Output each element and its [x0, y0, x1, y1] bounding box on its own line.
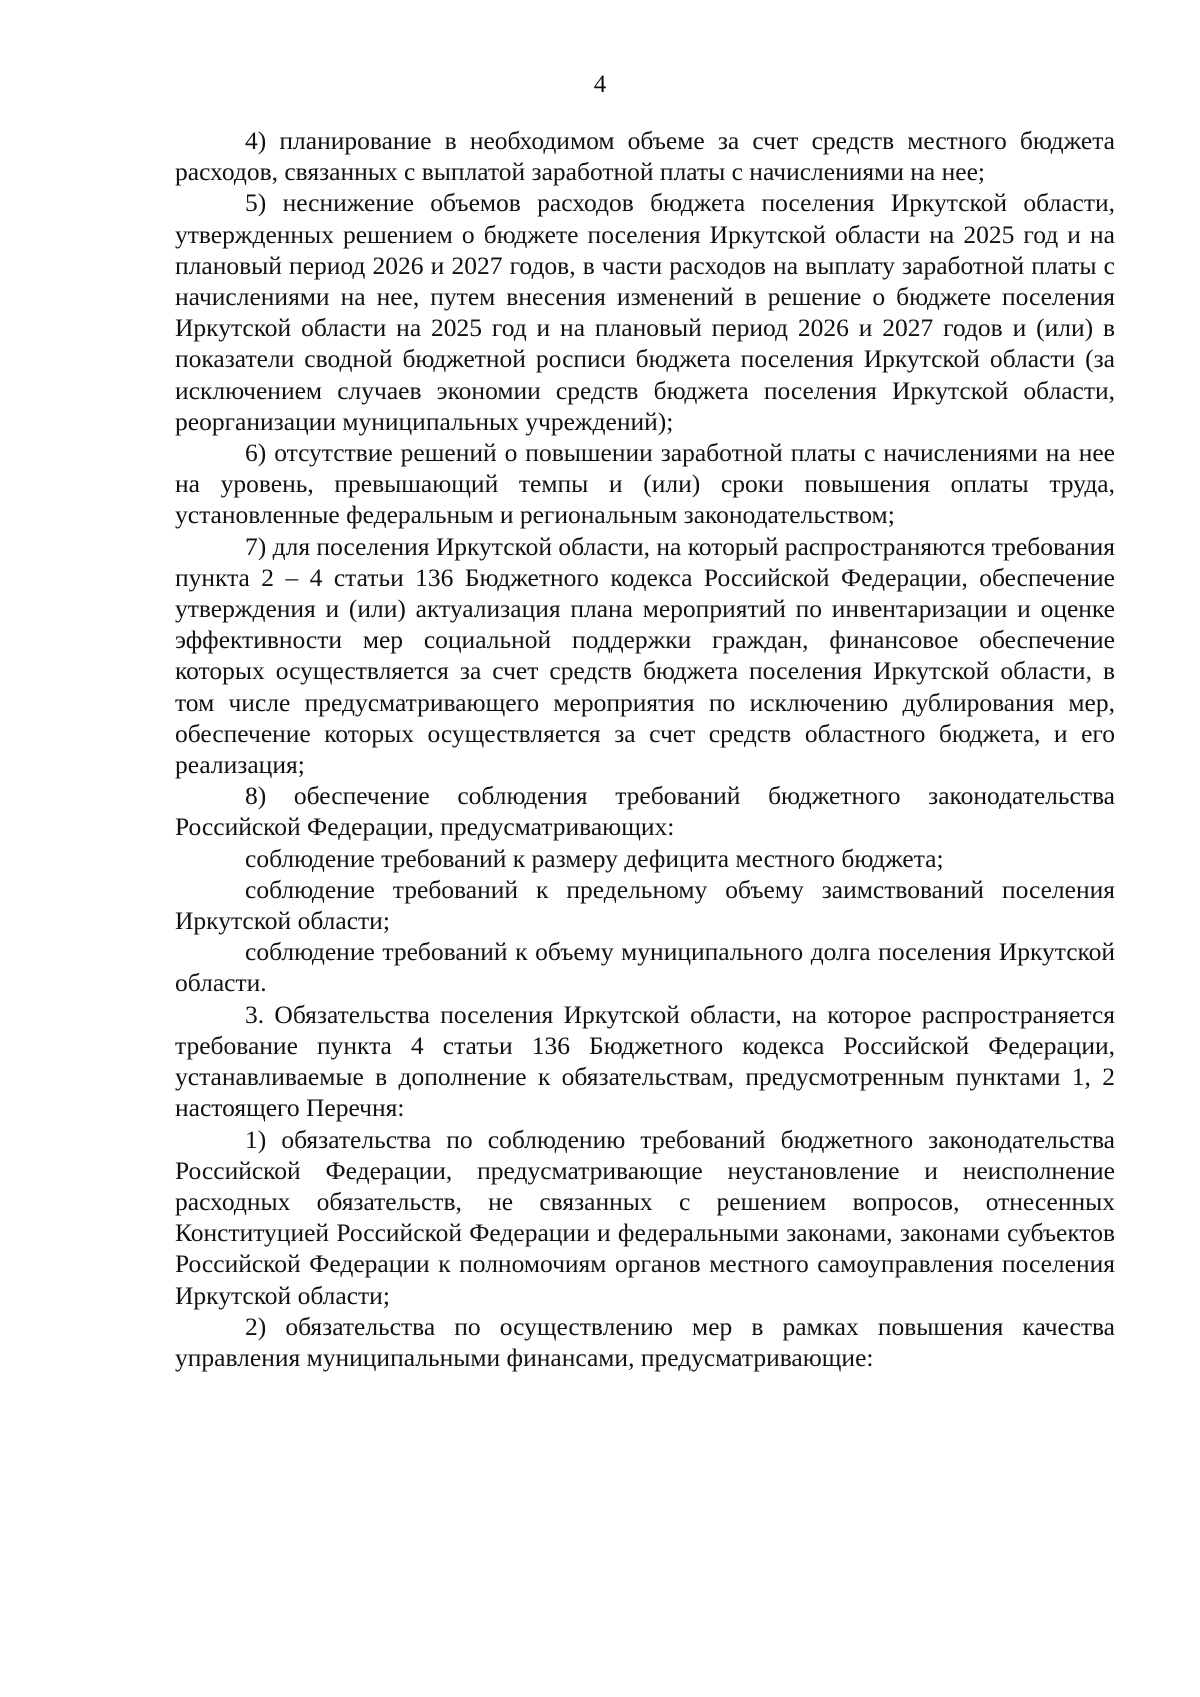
page-number: 4: [593, 71, 607, 98]
paragraph-sub-2: 2) обязательства по осуществлению мер в рамках повышения качества управления муниципальными финансами, предусматривающие:: [175, 1311, 1115, 1372]
paragraph-item-6: 6) отсутствие решений о повышении заработной платы с начислениями на нее на уровень, превышающий темпы и (или) сроки повышения оплаты труда, установленные федеральным и региональным законодательством;: [175, 438, 1115, 530]
paragraph-deficit: соблюдение требований к размеру дефицита местного бюджета;: [245, 843, 944, 873]
paragraph-section-3: 3. Обязательства поселения Иркутской области, на которое распространяется требование пункта 4 статьи 136 Бюджетного кодекса Российской Федерации, устанавливаемые в дополнение к обязательствам, предусмотренным пунктами 1, 2 настоящего Перечня:: [175, 999, 1115, 1123]
paragraph-item-5: 5) неснижение объемов расходов бюджета поселения Иркутской области, утвержденных решением о бюджете поселения Иркутской области на 2025 год и на плановый период 2026 и 2027 годов, в части расходов на выплату заработной платы с начислениями на нее, путем внесения изменений в решение о бюджете поселения Иркутской области на 2025 год и на плановый период 2026 и 2027 годов и (или) в показатели сводной бюджетной росписи бюджета поселения Иркутской области (за исключением случаев экономии средств бюджета поселения Иркутской области, реорганизации муниципальных учреждений);: [175, 188, 1115, 436]
paragraph-item-7: 7) для поселения Иркутской области, на который распространяются требования пункта 2 – 4 статьи 136 Бюджетного кодекса Российской Федерации, обеспечение утверждения и (или) актуализация плана мероприятий по инвентаризации и оценке эффективности мер социальной поддержки граждан, финансовое обеспечение которых осуществляется за счет средств бюджета поселения Иркутской области, в том числе предусматривающего мероприятия по исключению дублирования мер, обеспечение которых осуществляется за счет средств областного бюджета, и его реализация;: [175, 531, 1115, 780]
paragraph-borrowing: соблюдение требований к предельному объему заимствований поселения Иркутской области;: [175, 874, 1115, 936]
paragraph-item-4: 4) планирование в необходимом объеме за счет средств местного бюджета расходов, связанных с выплатой заработной платы с начислениями на нее;: [175, 126, 1115, 187]
document-body: [175, 125, 1115, 1373]
paragraph-item-8: 8) обеспечение соблюдения требований бюджетного законодательства Российской Федерации, предусматривающих:: [175, 781, 1115, 842]
paragraph-debt: соблюдение требований к объему муниципального долга поселения Иркутской области.: [175, 937, 1115, 998]
paragraph-sub-1: 1) обязательства по соблюдению требований бюджетного законодательства Российской Федерации, предусматривающие неустановление и неисполнение расходных обязательств, не связанных с решением вопросов, отнесенных Конституцией Российской Федерации и федеральными законами, законами субъектов Российской Федерации к полномочиям органов местного самоуправления поселения Иркутской области;: [175, 1124, 1115, 1310]
